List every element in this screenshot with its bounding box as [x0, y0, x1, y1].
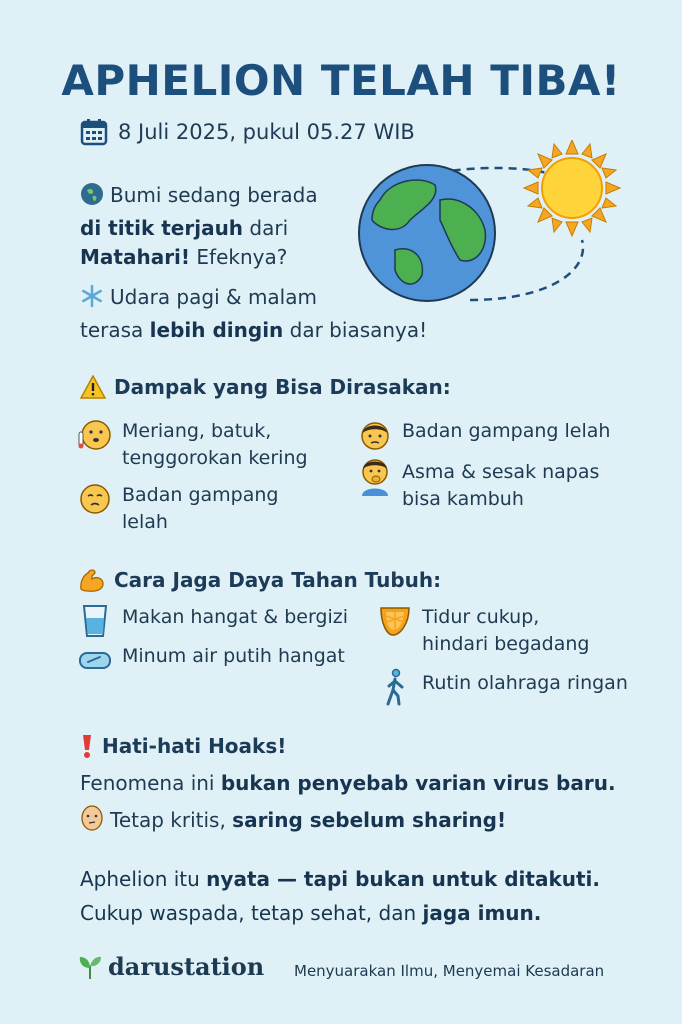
- impact-item-asthma-l2: bisa kambuh: [402, 488, 524, 510]
- hoax-line-1-pre: Fenomena ini: [80, 771, 221, 795]
- closing-line-2-pre: Cukup waspada, tetap sehat, dan: [80, 901, 423, 925]
- walking-person-icon: [378, 670, 412, 704]
- exclamation-icon: [80, 733, 94, 759]
- coughing-person-icon: [358, 459, 392, 493]
- intro-line-2-rest: dari: [243, 216, 289, 240]
- page-title: APHELION TELAH TIBA!: [61, 56, 621, 105]
- tagline: Menyuarakan Ilmu, Menyemai Kesadaran: [294, 962, 605, 980]
- warning-icon: [80, 375, 106, 399]
- impact-item-tired-l2: lelah: [122, 511, 168, 533]
- orange-slice-icon: [378, 604, 412, 638]
- hoax-heading: [80, 733, 286, 759]
- closing-line-2-bold: jaga imun.: [422, 901, 542, 925]
- care-item-food: [78, 604, 348, 638]
- impact-item-sick: [78, 418, 308, 472]
- sun-icon: [524, 140, 620, 236]
- globe-icon: [80, 182, 104, 214]
- snowflake-icon: [80, 284, 104, 316]
- care-heading-text: Cara Jaga Daya Tahan Tubuh:: [114, 568, 442, 592]
- hoax-line-1-bold: bukan penyebab varian virus baru.: [220, 771, 616, 795]
- intro-line-3-bold: Matahari!: [80, 245, 191, 269]
- care-item-sleep-l2: hindari begadang: [422, 633, 590, 655]
- tired-face-icon: [78, 482, 112, 516]
- hoax-line-2: [80, 805, 506, 839]
- impact-item-sick-l2: tenggorokan kering: [122, 447, 308, 469]
- thinking-face-icon: [80, 805, 104, 839]
- care-item-sleep-l1: Tidur cukup,: [422, 606, 540, 628]
- calendar-icon: [80, 118, 108, 146]
- impact-item-asthma-l1: Asma & sesak napas: [402, 461, 600, 483]
- hoax-line-2-pre: Tetap kritis,: [110, 808, 233, 832]
- leaf-icon: [78, 954, 102, 980]
- care-item-sleep: [378, 604, 589, 658]
- impact-item-tired: [78, 482, 278, 536]
- hoax-heading-text: Hati-hati Hoaks!: [102, 734, 287, 758]
- cold-text: [80, 283, 427, 345]
- impact-item-tired-2-l1: Badan gampang lelah: [402, 420, 611, 442]
- intro-line-2-bold: di titik terjauh: [80, 216, 244, 240]
- impact-item-tired-2: [358, 418, 610, 452]
- impact-item-tired-l1: Badan gampang: [122, 484, 279, 506]
- care-item-water-l1: Minum air putih hangat: [122, 645, 345, 667]
- care-item-food-l1: Makan hangat & bergizi: [122, 606, 349, 628]
- soap-icon: [78, 643, 112, 677]
- care-item-exercise: [378, 670, 628, 704]
- impact-heading: [80, 375, 451, 399]
- hoax-line-2-bold: saring sebelum sharing!: [232, 808, 507, 832]
- earth-icon: [359, 165, 495, 301]
- care-item-water: [78, 643, 345, 677]
- date-text: 8 Juli 2025, pukul 05.27 WIB: [118, 120, 415, 144]
- brand-logo: [78, 952, 264, 981]
- glass-icon: [78, 604, 112, 638]
- cold-line-2-post: dar biasanya!: [283, 318, 428, 342]
- flexed-bicep-icon: [78, 567, 106, 593]
- impact-item-sick-l1: Meriang, batuk,: [122, 420, 272, 442]
- intro-line-3-rest: Efeknya?: [190, 245, 288, 269]
- sick-face-icon: [78, 418, 112, 452]
- brand-name: darustation: [108, 952, 265, 981]
- closing-line-1-pre: Aphelion itu: [80, 867, 207, 891]
- cold-line-1: Udara pagi & malam: [110, 285, 317, 309]
- care-heading: [78, 567, 441, 593]
- closing-text: [80, 862, 600, 930]
- impact-heading-text: Dampak yang Bisa Dirasakan:: [114, 375, 451, 399]
- cold-line-2-pre: terasa: [80, 318, 150, 342]
- care-item-exercise-l1: Rutin olahraga ringan: [422, 672, 628, 694]
- person-head-icon: [358, 418, 392, 452]
- intro-line-1: Bumi sedang berada: [110, 183, 318, 207]
- closing-line-1-bold: nyata — tapi bukan untuk ditakuti.: [206, 867, 600, 891]
- intro-text: [80, 181, 318, 272]
- impact-item-asthma: [358, 459, 599, 513]
- hoax-line-1: [80, 769, 616, 798]
- cold-line-2-bold: lebih dingin: [149, 318, 284, 342]
